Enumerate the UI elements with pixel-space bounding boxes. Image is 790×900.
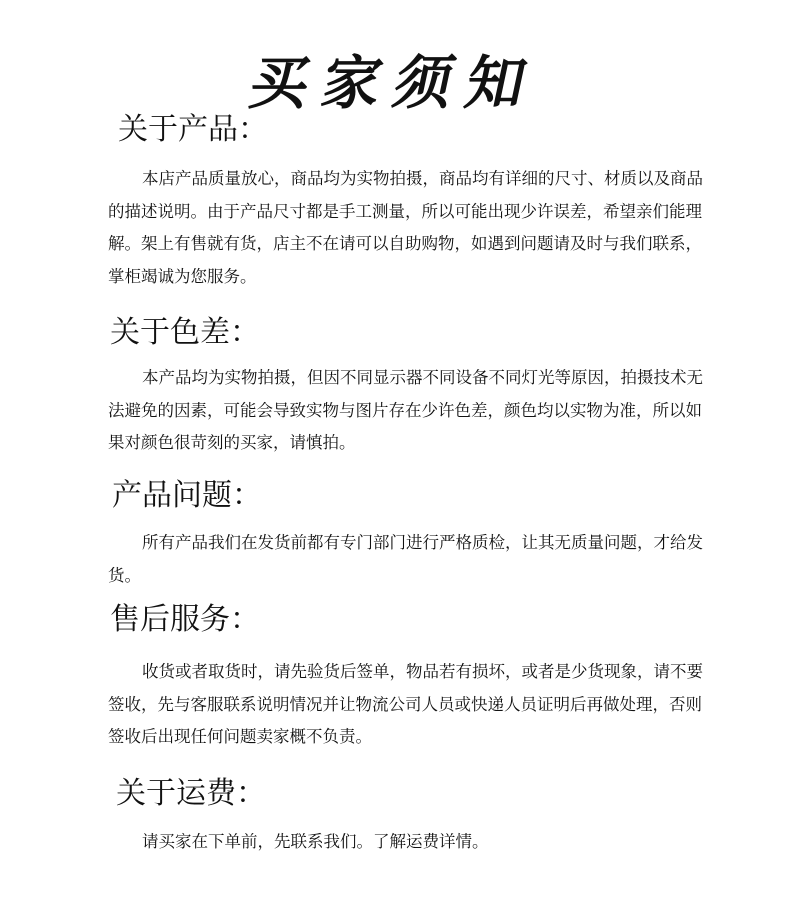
section-text-product-issues: 所有产品我们在发货前都有专门部门进行严格质检，让其无质量问题，才给发货。 — [108, 533, 703, 585]
section-text-after-sales: 收货或者取货时，请先验货后签单，物品若有损坏，或者是少货现象，请不要签收，先与客服联系说明情况并让物流公司人员或快递人员证明后再做处理，否则签收后出现任何问题卖家概不负责。 — [108, 662, 703, 746]
section-text-shipping: 请买家在下单前，先联系我们。了解运费详情。 — [142, 832, 489, 851]
page-title: 买家须知 — [243, 49, 547, 117]
section-heading-shipping: 关于运费： — [116, 776, 266, 811]
section-heading-after-sales: 售后服务： — [110, 602, 260, 637]
section-heading-product-issues: 产品问题： — [112, 478, 262, 513]
section-heading-color-difference: 关于色差： — [110, 315, 260, 350]
section-heading-product: 关于产品： — [118, 112, 268, 147]
section-text-color-difference: 本产品均为实物拍摄，但因不同显示器不同设备不同灯光等原因，拍摄技术无法避免的因素，可能会导致实物与图片存在少许色差，颜色均以实物为准，所以如果对颜色很苛刻的买家，请慎拍。 — [108, 368, 703, 452]
section-text-product: 本店产品质量放心，商品均为实物拍摄，商品均有详细的尺寸、材质以及商品的描述说明。由于产品尺寸都是手工测量，所以可能出现少许误差，希望亲们能理解。架上有售就有货，店主不在请可以自助购物，如遇到问题请及时与我们联系，掌柜竭诚为您服务。 — [108, 169, 703, 286]
